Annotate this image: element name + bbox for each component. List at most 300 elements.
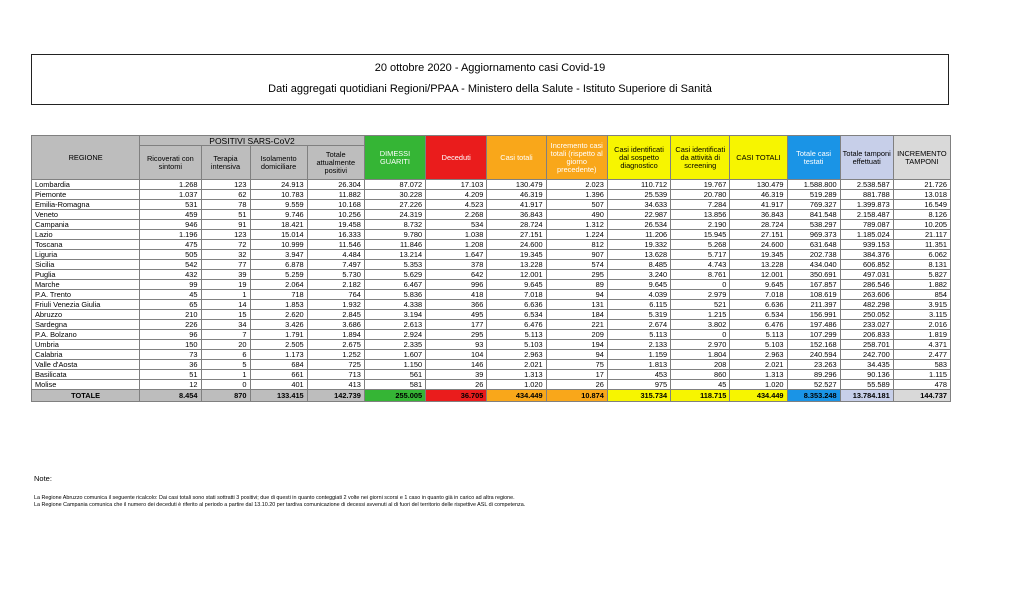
value-cell: 3.194: [364, 310, 425, 320]
value-cell: 123: [201, 180, 250, 190]
value-cell: 2.538.587: [840, 180, 893, 190]
value-cell: 123: [201, 230, 250, 240]
value-cell: 5.717: [671, 250, 730, 260]
value-cell: 208: [671, 360, 730, 370]
value-cell: 295: [426, 330, 487, 340]
value-cell: 77: [201, 260, 250, 270]
note-line: La Regione Campania comunica che il numero dei deceduti è riferito al periodo a partire dal 13.10.20 per tardiva comunicazione di decessi avvenuti al di fuori del territorio delle rispettive ASL di competenza.: [34, 502, 526, 508]
value-cell: 19.332: [607, 240, 670, 250]
value-cell: 9.780: [364, 230, 425, 240]
value-cell: 1.224: [546, 230, 607, 240]
value-cell: 39: [426, 370, 487, 380]
total-value-cell: 315.734: [607, 390, 670, 402]
value-cell: 725: [307, 360, 364, 370]
value-cell: 209: [546, 330, 607, 340]
value-cell: 413: [307, 380, 364, 390]
value-cell: 812: [546, 240, 607, 250]
value-cell: 1.399.873: [840, 200, 893, 210]
header-ricoverati: Ricoverati con sintomi: [140, 146, 201, 180]
header-incremento-casi: Incremento casi totali (rispetto al giorno precedente): [546, 136, 607, 180]
value-cell: 907: [546, 250, 607, 260]
table-row: [32, 340, 951, 350]
value-cell: 32: [201, 250, 250, 260]
value-cell: 1.268: [140, 180, 201, 190]
value-cell: 2.970: [671, 340, 730, 350]
value-cell: 55.589: [840, 380, 893, 390]
value-cell: 177: [426, 320, 487, 330]
value-cell: 110.712: [607, 180, 670, 190]
value-cell: 184: [546, 310, 607, 320]
value-cell: 17.103: [426, 180, 487, 190]
value-cell: 8.732: [364, 220, 425, 230]
value-cell: 789.087: [840, 220, 893, 230]
table-row: [32, 190, 951, 200]
note-line: La Regione Abruzzo comunica il seguente ricalcolo: Dai casi totali sono stati sottratti 3 positivi; due di questi in quanto conteggiati 2 volte nei giorni scorsi e 1 caso in quanto già in carico ad altra regione.: [34, 495, 515, 501]
value-cell: 538.297: [787, 220, 840, 230]
value-cell: 542: [140, 260, 201, 270]
value-cell: 94: [546, 350, 607, 360]
report-title: 20 ottobre 2020 - Aggiornamento casi Covid-19: [374, 62, 606, 74]
value-cell: 378: [426, 260, 487, 270]
value-cell: 167.857: [787, 280, 840, 290]
region-name-cell: Umbria: [32, 340, 140, 350]
table-row: [32, 370, 951, 380]
value-cell: 45: [671, 380, 730, 390]
table-row: [32, 200, 951, 210]
report-header: [31, 54, 949, 105]
value-cell: 13.856: [671, 210, 730, 220]
value-cell: 854: [893, 290, 950, 300]
value-cell: 5.113: [487, 330, 546, 340]
value-cell: 2.023: [546, 180, 607, 190]
value-cell: 34.633: [607, 200, 670, 210]
value-cell: 263.606: [840, 290, 893, 300]
value-cell: 0: [201, 380, 250, 390]
value-cell: 26.304: [307, 180, 364, 190]
value-cell: 631.648: [787, 240, 840, 250]
value-cell: 713: [307, 370, 364, 380]
value-cell: 7.284: [671, 200, 730, 210]
total-value-cell: 8.353.248: [787, 390, 840, 402]
value-cell: 15: [201, 310, 250, 320]
value-cell: 27.151: [730, 230, 787, 240]
value-cell: 78: [201, 200, 250, 210]
value-cell: 11.546: [307, 240, 364, 250]
value-cell: 7: [201, 330, 250, 340]
value-cell: 1.038: [426, 230, 487, 240]
value-cell: 401: [250, 380, 307, 390]
value-cell: 534: [426, 220, 487, 230]
value-cell: 211.397: [787, 300, 840, 310]
value-cell: 22.987: [607, 210, 670, 220]
value-cell: 2.335: [364, 340, 425, 350]
value-cell: 2.182: [307, 280, 364, 290]
value-cell: 36.843: [730, 210, 787, 220]
region-name-cell: Puglia: [32, 270, 140, 280]
value-cell: 146: [426, 360, 487, 370]
region-name-cell: Calabria: [32, 350, 140, 360]
value-cell: 233.027: [840, 320, 893, 330]
table-row: [32, 210, 951, 220]
value-cell: 1.647: [426, 250, 487, 260]
value-cell: 1.252: [307, 350, 364, 360]
value-cell: 96: [140, 330, 201, 340]
value-cell: 46.319: [487, 190, 546, 200]
table-row: [32, 310, 951, 320]
value-cell: 946: [140, 220, 201, 230]
value-cell: 1.813: [607, 360, 670, 370]
value-cell: 642: [426, 270, 487, 280]
table-row: [32, 270, 951, 280]
value-cell: 1.894: [307, 330, 364, 340]
value-cell: 2.979: [671, 290, 730, 300]
table-row: [32, 220, 951, 230]
value-cell: 1.313: [487, 370, 546, 380]
region-name-cell: Molise: [32, 380, 140, 390]
header-totale-positivi: Totale attualmente positivi: [307, 146, 364, 180]
value-cell: 860: [671, 370, 730, 380]
value-cell: 1.159: [607, 350, 670, 360]
value-cell: 94: [546, 290, 607, 300]
value-cell: 91: [201, 220, 250, 230]
value-cell: 2.674: [607, 320, 670, 330]
value-cell: 107.299: [787, 330, 840, 340]
value-cell: 21.726: [893, 180, 950, 190]
value-cell: 1.313: [730, 370, 787, 380]
value-cell: 490: [546, 210, 607, 220]
value-cell: 4.371: [893, 340, 950, 350]
value-cell: 93: [426, 340, 487, 350]
region-name-cell: Piemonte: [32, 190, 140, 200]
value-cell: 2.620: [250, 310, 307, 320]
value-cell: 661: [250, 370, 307, 380]
value-cell: 34.435: [840, 360, 893, 370]
value-cell: 13.228: [730, 260, 787, 270]
total-value-cell: 142.739: [307, 390, 364, 402]
total-value-cell: 870: [201, 390, 250, 402]
value-cell: 5.268: [671, 240, 730, 250]
value-cell: 51: [201, 210, 250, 220]
value-cell: 519.289: [787, 190, 840, 200]
value-cell: 2.613: [364, 320, 425, 330]
table-row: [32, 380, 951, 390]
value-cell: 250.052: [840, 310, 893, 320]
value-cell: 1.150: [364, 360, 425, 370]
value-cell: 12.001: [730, 270, 787, 280]
value-cell: 5.259: [250, 270, 307, 280]
value-cell: 459: [140, 210, 201, 220]
value-cell: 130.479: [487, 180, 546, 190]
table-row: [32, 350, 951, 360]
value-cell: 1.882: [893, 280, 950, 290]
value-cell: 1.396: [546, 190, 607, 200]
value-cell: 5.319: [607, 310, 670, 320]
value-cell: 453: [607, 370, 670, 380]
value-cell: 2.158.487: [840, 210, 893, 220]
value-cell: 1.607: [364, 350, 425, 360]
value-cell: 2.924: [364, 330, 425, 340]
value-cell: 478: [893, 380, 950, 390]
value-cell: 45: [140, 290, 201, 300]
value-cell: 1.853: [250, 300, 307, 310]
value-cell: 197.486: [787, 320, 840, 330]
value-cell: 90.136: [840, 370, 893, 380]
value-cell: 36.843: [487, 210, 546, 220]
region-name-cell: Liguria: [32, 250, 140, 260]
value-cell: 15.945: [671, 230, 730, 240]
value-cell: 6: [201, 350, 250, 360]
region-name-cell: Marche: [32, 280, 140, 290]
value-cell: 295: [546, 270, 607, 280]
table-row: [32, 330, 951, 340]
value-cell: 1.588.800: [787, 180, 840, 190]
value-cell: 19.345: [487, 250, 546, 260]
value-cell: 28.724: [487, 220, 546, 230]
value-cell: 19: [201, 280, 250, 290]
value-cell: 28.724: [730, 220, 787, 230]
value-cell: 73: [140, 350, 201, 360]
value-cell: 7.497: [307, 260, 364, 270]
value-cell: 4.523: [426, 200, 487, 210]
header-casi-totali-caps: CASI TOTALI: [730, 136, 787, 180]
value-cell: 2.963: [487, 350, 546, 360]
value-cell: 39: [201, 270, 250, 280]
value-cell: 3.802: [671, 320, 730, 330]
value-cell: 5.113: [730, 330, 787, 340]
value-cell: 6.115: [607, 300, 670, 310]
value-cell: 350.691: [787, 270, 840, 280]
value-cell: 521: [671, 300, 730, 310]
value-cell: 7.018: [487, 290, 546, 300]
value-cell: 939.153: [840, 240, 893, 250]
value-cell: 89.296: [787, 370, 840, 380]
value-cell: 8.485: [607, 260, 670, 270]
region-name-cell: Campania: [32, 220, 140, 230]
value-cell: 505: [140, 250, 201, 260]
value-cell: 2.021: [487, 360, 546, 370]
value-cell: 3.947: [250, 250, 307, 260]
region-name-cell: Sicilia: [32, 260, 140, 270]
table-row: [32, 280, 951, 290]
value-cell: 8.761: [671, 270, 730, 280]
table-body: [32, 180, 951, 402]
value-cell: 495: [426, 310, 487, 320]
value-cell: 434.040: [787, 260, 840, 270]
table-row: [32, 260, 951, 270]
value-cell: 2.064: [250, 280, 307, 290]
value-cell: 99: [140, 280, 201, 290]
value-cell: 65: [140, 300, 201, 310]
value-cell: 9.645: [607, 280, 670, 290]
header-casi-screening: Casi identificati da attività di screening: [671, 136, 730, 180]
value-cell: 1.819: [893, 330, 950, 340]
value-cell: 881.788: [840, 190, 893, 200]
value-cell: 507: [546, 200, 607, 210]
value-cell: 1.196: [140, 230, 201, 240]
header-terapia-intensiva: Terapia intensiva: [201, 146, 250, 180]
region-name-cell: Lazio: [32, 230, 140, 240]
table-row: [32, 300, 951, 310]
value-cell: 9.559: [250, 200, 307, 210]
value-cell: 718: [250, 290, 307, 300]
value-cell: 10.205: [893, 220, 950, 230]
value-cell: 841.548: [787, 210, 840, 220]
value-cell: 3.426: [250, 320, 307, 330]
value-cell: 87.072: [364, 180, 425, 190]
total-value-cell: 8.454: [140, 390, 201, 402]
value-cell: 4.039: [607, 290, 670, 300]
value-cell: 221: [546, 320, 607, 330]
value-cell: 574: [546, 260, 607, 270]
value-cell: 3.915: [893, 300, 950, 310]
total-value-cell: 10.874: [546, 390, 607, 402]
value-cell: 27.151: [487, 230, 546, 240]
value-cell: 13.018: [893, 190, 950, 200]
value-cell: 130.479: [730, 180, 787, 190]
value-cell: 6.636: [487, 300, 546, 310]
value-cell: 6.878: [250, 260, 307, 270]
value-cell: 52.527: [787, 380, 840, 390]
value-cell: 10.168: [307, 200, 364, 210]
header-deceduti: Deceduti: [426, 136, 487, 180]
value-cell: 561: [364, 370, 425, 380]
table-row: [32, 290, 951, 300]
value-cell: 36: [140, 360, 201, 370]
value-cell: 19.767: [671, 180, 730, 190]
value-cell: 75: [546, 360, 607, 370]
value-cell: 9.645: [730, 280, 787, 290]
value-cell: 226: [140, 320, 201, 330]
value-cell: 26.534: [607, 220, 670, 230]
value-cell: 6.467: [364, 280, 425, 290]
table-row: [32, 230, 951, 240]
value-cell: 3.240: [607, 270, 670, 280]
value-cell: 482.298: [840, 300, 893, 310]
value-cell: 41.917: [487, 200, 546, 210]
value-cell: 41.917: [730, 200, 787, 210]
value-cell: 1.173: [250, 350, 307, 360]
value-cell: 51: [140, 370, 201, 380]
total-label-cell: TOTALE: [32, 390, 140, 402]
value-cell: 1.791: [250, 330, 307, 340]
value-cell: 996: [426, 280, 487, 290]
header-regione: REGIONE: [32, 136, 140, 180]
total-value-cell: 36.705: [426, 390, 487, 402]
value-cell: 20.780: [671, 190, 730, 200]
value-cell: 24.600: [730, 240, 787, 250]
table-row: [32, 320, 951, 330]
value-cell: 12: [140, 380, 201, 390]
value-cell: 1.020: [487, 380, 546, 390]
header-incremento-tamponi: INCREMENTO TAMPONI: [893, 136, 950, 180]
value-cell: 2.505: [250, 340, 307, 350]
total-value-cell: 144.737: [893, 390, 950, 402]
total-value-cell: 13.784.181: [840, 390, 893, 402]
value-cell: 25.539: [607, 190, 670, 200]
value-cell: 2.016: [893, 320, 950, 330]
value-cell: 764: [307, 290, 364, 300]
value-cell: 150: [140, 340, 201, 350]
region-name-cell: P.A. Trento: [32, 290, 140, 300]
value-cell: 21.117: [893, 230, 950, 240]
value-cell: 9.645: [487, 280, 546, 290]
value-cell: 23.263: [787, 360, 840, 370]
value-cell: 975: [607, 380, 670, 390]
value-cell: 10.783: [250, 190, 307, 200]
value-cell: 194: [546, 340, 607, 350]
value-cell: 5.730: [307, 270, 364, 280]
value-cell: 240.594: [787, 350, 840, 360]
value-cell: 2.845: [307, 310, 364, 320]
value-cell: 206.833: [840, 330, 893, 340]
value-cell: 1.185.024: [840, 230, 893, 240]
value-cell: 5.629: [364, 270, 425, 280]
value-cell: 418: [426, 290, 487, 300]
region-name-cell: Abruzzo: [32, 310, 140, 320]
value-cell: 4.484: [307, 250, 364, 260]
total-value-cell: 118.715: [671, 390, 730, 402]
value-cell: 1.115: [893, 370, 950, 380]
value-cell: 1.932: [307, 300, 364, 310]
value-cell: 30.228: [364, 190, 425, 200]
value-cell: 531: [140, 200, 201, 210]
value-cell: 13.628: [607, 250, 670, 260]
value-cell: 286.546: [840, 280, 893, 290]
value-cell: 7.018: [730, 290, 787, 300]
value-cell: 475: [140, 240, 201, 250]
value-cell: 769.327: [787, 200, 840, 210]
header-positivi-group: POSITIVI SARS-CoV2: [140, 136, 365, 146]
value-cell: 1.020: [730, 380, 787, 390]
value-cell: 11.351: [893, 240, 950, 250]
value-cell: 5.353: [364, 260, 425, 270]
value-cell: 152.168: [787, 340, 840, 350]
header-totale-testati: Totale casi testati: [787, 136, 840, 180]
value-cell: 17: [546, 370, 607, 380]
total-value-cell: 434.449: [730, 390, 787, 402]
value-cell: 26: [426, 380, 487, 390]
value-cell: 969.373: [787, 230, 840, 240]
value-cell: 2.963: [730, 350, 787, 360]
value-cell: 34: [201, 320, 250, 330]
value-cell: 0: [671, 280, 730, 290]
total-value-cell: 133.415: [250, 390, 307, 402]
table-row: [32, 180, 951, 190]
value-cell: 6.534: [487, 310, 546, 320]
value-cell: 497.031: [840, 270, 893, 280]
value-cell: 2.133: [607, 340, 670, 350]
region-name-cell: Veneto: [32, 210, 140, 220]
header-totale-tamponi: Totale tamponi effettuati: [840, 136, 893, 180]
value-cell: 19.345: [730, 250, 787, 260]
value-cell: 684: [250, 360, 307, 370]
value-cell: 6.476: [487, 320, 546, 330]
value-cell: 2.477: [893, 350, 950, 360]
total-value-cell: 255.005: [364, 390, 425, 402]
value-cell: 10.256: [307, 210, 364, 220]
value-cell: 13.228: [487, 260, 546, 270]
value-cell: 5.836: [364, 290, 425, 300]
value-cell: 1.215: [671, 310, 730, 320]
value-cell: 5.113: [607, 330, 670, 340]
value-cell: 8.126: [893, 210, 950, 220]
value-cell: 6.534: [730, 310, 787, 320]
value-cell: 581: [364, 380, 425, 390]
value-cell: 242.700: [840, 350, 893, 360]
value-cell: 1.037: [140, 190, 201, 200]
value-cell: 18.421: [250, 220, 307, 230]
value-cell: 11.882: [307, 190, 364, 200]
